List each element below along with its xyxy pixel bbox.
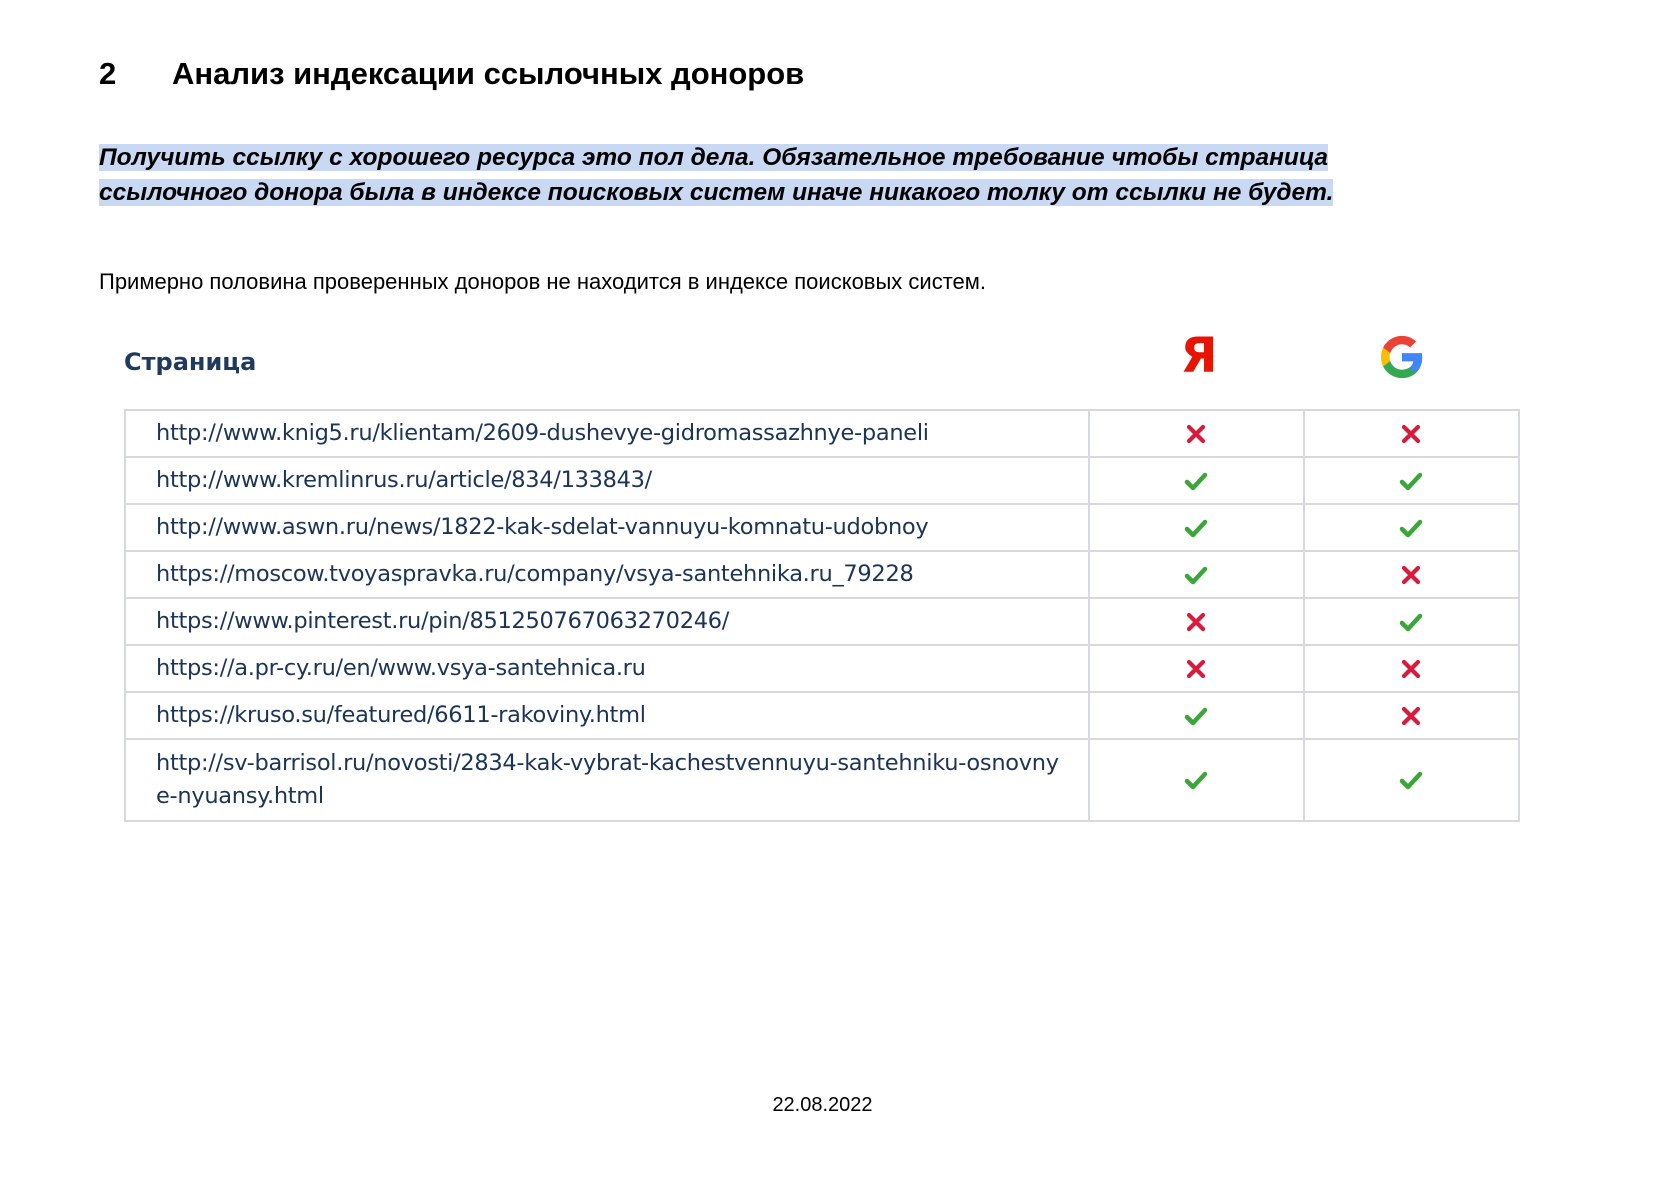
yandex-index-status — [1089, 551, 1304, 598]
donor-url: https://www.pinterest.ru/pin/851250767063270246/ — [125, 598, 1089, 645]
check-icon — [1399, 768, 1423, 792]
google-index-status — [1304, 645, 1519, 692]
intro-line-1: Получить ссылку с хорошего ресурса это пол дела. Обязательное требование чтобы страница — [99, 144, 1328, 171]
google-index-status — [1304, 410, 1519, 457]
table-row — [125, 645, 1519, 692]
yandex-index-status — [1089, 598, 1304, 645]
check-icon — [1184, 516, 1208, 540]
table-row — [125, 504, 1519, 551]
google-index-status — [1304, 692, 1519, 739]
donor-url: http://www.knig5.ru/klientam/2609-dushevye-gidromassazhnye-paneli — [125, 410, 1089, 457]
check-icon — [1184, 704, 1208, 728]
google-index-status — [1304, 457, 1519, 504]
yandex-index-status — [1089, 457, 1304, 504]
donor-url: https://a.pr-cy.ru/en/www.vsya-santehnica.ru — [125, 645, 1089, 692]
cross-icon — [1399, 563, 1423, 587]
cross-icon — [1184, 610, 1208, 634]
donor-url: https://kruso.su/featured/6611-rakoviny.html — [125, 692, 1089, 739]
section-title: Анализ индексации ссылочных доноров — [172, 56, 805, 91]
yandex-index-status — [1089, 410, 1304, 457]
section-number: 2 — [99, 56, 117, 91]
google-index-status — [1304, 504, 1519, 551]
check-icon — [1184, 768, 1208, 792]
check-icon — [1184, 563, 1208, 587]
table-row — [125, 551, 1519, 598]
donor-url: http://www.kremlinrus.ru/article/834/133843/ — [125, 457, 1089, 504]
page-column-header: Страница — [124, 348, 257, 376]
google-index-status — [1304, 551, 1519, 598]
donor-url: http://www.aswn.ru/news/1822-kak-sdelat-vannuyu-komnatu-udobnoy — [125, 504, 1089, 551]
note-paragraph: Примерно половина проверенных доноров не находится в индексе поисковых систем. — [99, 269, 987, 294]
table-row — [125, 692, 1519, 739]
table-row — [125, 410, 1519, 457]
cross-icon — [1399, 422, 1423, 446]
yandex-index-status — [1089, 504, 1304, 551]
donor-url: http://sv-barrisol.ru/novosti/2834-kak-vybrat-kachestvennuyu-santehniku-osnovnye-nyuansy.html — [125, 739, 1089, 821]
google-logo-icon — [1379, 334, 1425, 380]
table-row — [125, 457, 1519, 504]
yandex-index-status — [1089, 739, 1304, 821]
section-heading — [99, 56, 804, 92]
table-row — [125, 598, 1519, 645]
intro-line-2: ссылочного донора была в индексе поисковых систем иначе никакого толку от ссылки не будет. — [99, 179, 1334, 206]
google-index-status — [1304, 598, 1519, 645]
cross-icon — [1184, 657, 1208, 681]
google-index-status — [1304, 739, 1519, 821]
check-icon — [1399, 469, 1423, 493]
table-row — [125, 739, 1519, 821]
check-icon — [1399, 610, 1423, 634]
cross-icon — [1184, 422, 1208, 446]
yandex-logo-icon: Я — [1180, 328, 1218, 384]
check-icon — [1399, 516, 1423, 540]
check-icon — [1184, 469, 1208, 493]
table-header — [124, 328, 1520, 388]
yandex-index-status — [1089, 692, 1304, 739]
intro-highlight — [99, 140, 1333, 210]
yandex-index-status — [1089, 645, 1304, 692]
footer-date: 22.08.2022 — [772, 1094, 873, 1116]
cross-icon — [1399, 704, 1423, 728]
cross-icon — [1399, 657, 1423, 681]
donor-url: https://moscow.tvoyaspravka.ru/company/vsya-santehnika.ru_79228 — [125, 551, 1089, 598]
donors-table — [124, 409, 1520, 822]
